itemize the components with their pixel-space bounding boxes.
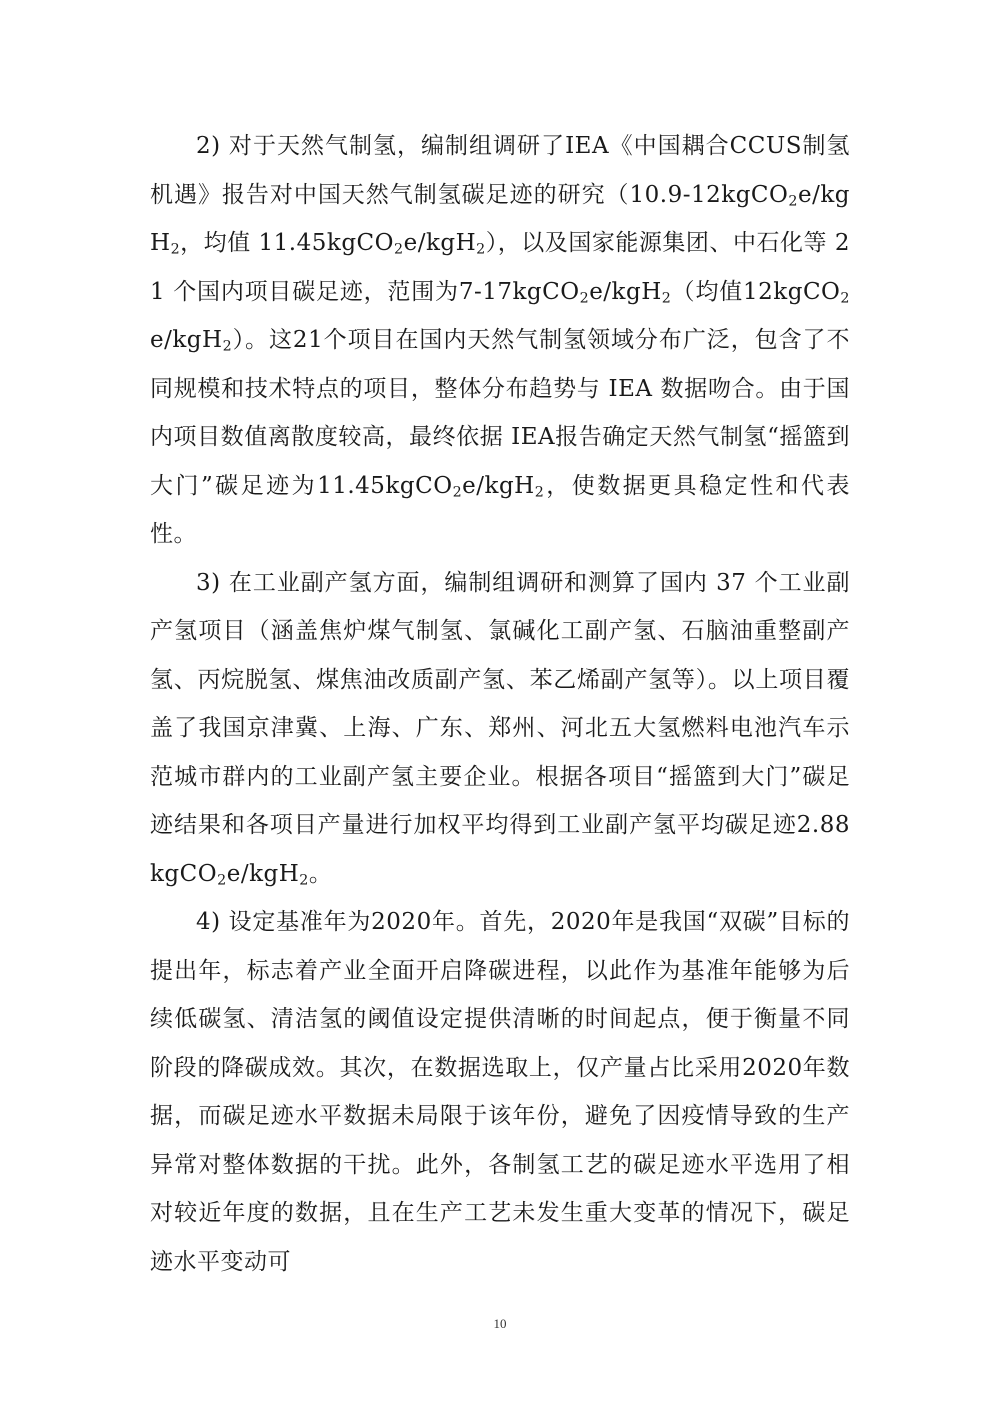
subscript: 2 [394,241,404,258]
text-run: 。 [308,860,333,887]
text-run: ），以及国家能源集团、中石化等 21 个国内项目碳足迹，范围为7-17kgCO [150,230,850,305]
document-body [150,122,850,1286]
text-run: e/kgH [226,860,300,887]
text-run: （均值12kgCO [671,278,841,305]
text-run: e/kgH [462,472,535,499]
text-run: ，均值 11.45kgCO [180,230,394,256]
subscript: 2 [452,484,463,501]
text-run: e/kgH [403,230,477,256]
page-number: 10 [493,1316,507,1331]
text-run: 4) 设定基准年为2020年。首先，2020年是我国“双碳”目标的提出年，标志着产业全面开启降碳进程，以此作为基准年能够为后续低碳氢、清洁氢的阈值设定提供清晰的时间起点，便于衡量不同阶段的降碳成效。其次，在数据选取上，仅产量占比采用2020年数据，而碳足迹水平数据未局限于该年份，避免了因疫情导致的生产异常对整体数据的干扰。此外，各制氢工艺的碳足迹水平选用了相对较近年度的数据，且在生产工艺未发生重大变革的情况下，碳足迹水平变动可 [150,909,850,1275]
subscript: 2 [534,484,545,501]
subscript: 2 [840,290,850,307]
text-run: 2) 对于天然气制氢，编制组调研了IEA《中国耦合CCUS制氢机遇》报告对中国天然气制氢碳足迹的研究（10.9-12kgCO [150,133,850,208]
subscript: 2 [661,290,672,307]
subscript: 2 [579,290,590,307]
subscript: 2 [217,872,227,889]
text-run: e/kgH [150,327,223,353]
paragraph-natural-gas-hydrogen [150,122,850,559]
subscript: 2 [299,872,309,889]
subscript: 2 [170,241,181,258]
text-run: 3) 在工业副产氢方面，编制组调研和测算了国内 37 个工业副产氢项目（涵盖焦炉煤气制氢、氯碱化工副产氢、石脑油重整副产氢、丙烷脱氢、煤焦油改质副产氢、苯乙烯副产氢等）。以上项目覆盖了我国京津冀、上海、广东、郑州、河北五大氢燃料电池汽车示范城市群内的工业副产氢主要企业。根据各项目“摇篮到大门”碳足迹结果和各项目产量进行加权平均得到工业副产氢平均碳足迹2.88kgCO [150,569,850,887]
subscript: 2 [788,193,798,210]
subscript: 2 [476,241,486,258]
text-run: e/kgH [589,278,662,305]
text-run: e/kgH [150,181,850,256]
subscript: 2 [222,338,233,355]
text-run: ，使数据更具稳定性和代表性。 [150,472,851,547]
paragraph-industrial-byproduct-hydrogen [150,559,850,899]
paragraph-base-year [150,898,850,1286]
text-run: ）。这21个项目在国内天然气制氢领域分布广泛，包含了不同规模和技术特点的项目，整体分布趋势与 IEA 数据吻合。由于国内项目数值离散度较高，最终依据 IEA报告确定天然气制氢“摇篮到大门”碳足迹为11.45kgCO [150,327,850,499]
